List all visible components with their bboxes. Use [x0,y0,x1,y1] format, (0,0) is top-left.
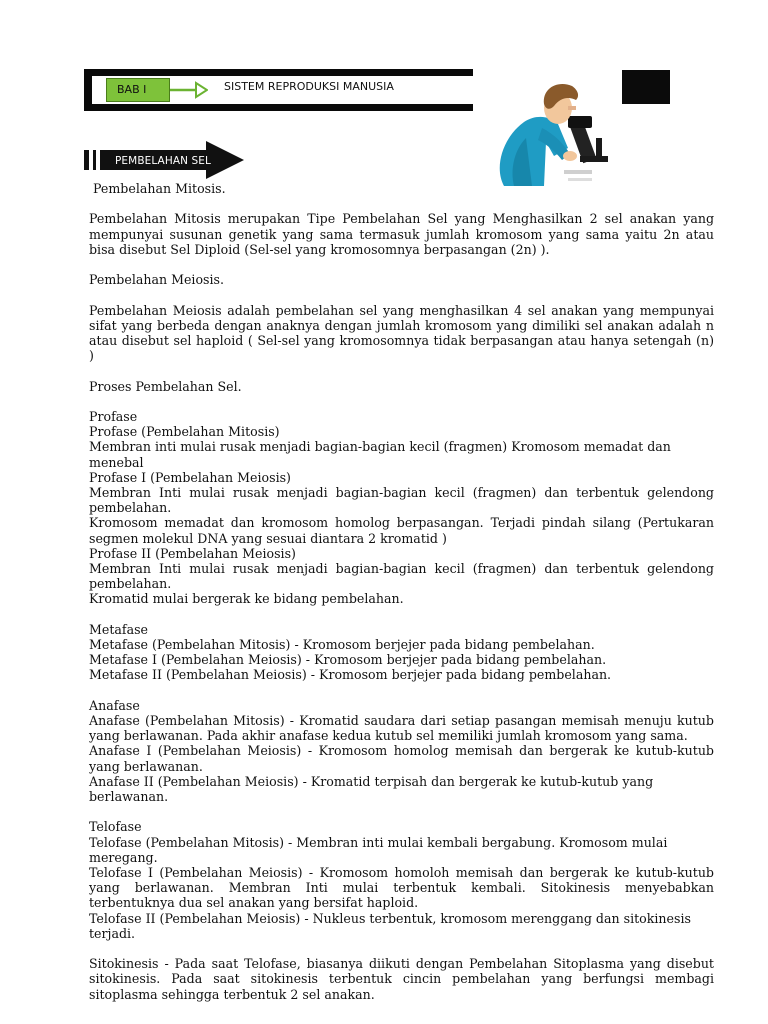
profase-heading: Profase [89,408,138,424]
chapter-number: BAB I [106,78,170,102]
mitosis-paragraph: Pembelahan Mitosis merupakan Tipe Pembelahan Sel yang Menghasilkan 2 sel anakan yang mempunyai susunan genetik yang sama termasuk jumlah kromosom yang sama yaitu 2n atau bisa disebut Sel Diploid (Sel-sel yang kromosomnya berpasangan (2n) ). [89,211,714,257]
corner-decoration [622,70,670,104]
metafase-heading: Metafase [89,621,149,637]
scientist-microscope-icon [484,78,620,190]
anafase-line-2: Anafase I (Pembelahan Meiosis) - Kromosom homolog memisah dan bergerak ke kutub-kutub yang berlawanan. [89,743,714,774]
telofase-line-1: Telofase (Pembelahan Mitosis) - Membran inti mulai kembali bergabung. Kromosom mulai meregang. [89,834,668,865]
metafase-line-2: Metafase I (Pembelahan Meiosis) - Kromosom berjejer pada bidang pembelahan. [89,652,607,668]
metafase-line-3: Metafase II (Pembelahan Meiosis) - Kromosom berjejer pada bidang pembelahan. [89,667,612,683]
profase-mitosis-label: Profase (Pembelahan Mitosis) [89,424,280,440]
profase-meiosis1-label: Profase I (Pembelahan Meiosis) [89,469,291,485]
anafase-heading: Anafase [89,697,140,713]
profase-meiosis2-text1: Membran Inti mulai rusak menjadi bagian-bagian kecil (fragmen) dan terbentuk gelendong pembelahan. [89,561,714,592]
chapter-banner-inner [92,76,473,104]
anafase-line-3: Anafase II (Pembelahan Meiosis) - Kromatid terpisah dan bergerak ke kutub-kutub yang berlawanan. [89,773,654,805]
meiosis-paragraph: Pembelahan Meiosis adalah pembelahan sel yang menghasilkan 4 sel anakan yang mempunyai sifat yang berbeda dengan anaknya dengan jumlah kromosom yang dimiliki sel anakan adalah n atau disebut sel haploid ( Sel-sel yang kromosomnya tidak berpasangan atau hanya setengah (n) ) [89,302,714,364]
mitosis-heading: Pembelahan Mitosis. [93,181,226,196]
telofase-heading: Telofase [89,819,142,835]
anafase-line-1: Anafase (Pembelahan Mitosis) - Kromatid saudara dari setiap pasangan memisah menuju kutub yang berlawanan. Pada akhir anafase kedua kutub sel memiliki jumlah kromosom yang sama. [89,713,714,744]
profase-meiosis2-text2: Kromatid mulai bergerak ke bidang pembelahan. [89,591,404,607]
profase-meiosis2-label: Profase II (Pembelahan Meiosis) [89,545,296,561]
green-arrow-icon [170,81,208,99]
section-label: PEMBELAHAN SEL [115,155,211,167]
profase-mitosis-text: Membran inti mulai rusak menjadi bagian-bagian kecil (fragmen) Kromosom memadat dan menebal [89,439,671,470]
profase-meiosis1-text1: Membran Inti mulai rusak menjadi bagian-bagian kecil (fragmen) dan terbentuk gelendong pembelahan. [89,484,714,516]
process-heading: Proses Pembelahan Sel. [89,378,242,394]
telofase-line-2: Telofase I (Pembelahan Meiosis) - Kromosom homoloh memisah dan bergerak ke kutub-kutub yang berlawanan. Membran Inti mulai terbentuk kembali. Sitokinesis menyebabkan terbentuknya dua sel anakan yang bersifat haploid. [89,865,714,911]
chapter-banner [84,69,473,111]
telofase-line-3: Telofase II (Pembelahan Meiosis) - Nukleus terbentuk, kromosom merenggang dan sitokinesis terjadi. [89,910,691,941]
metafase-line-1: Metafase (Pembelahan Mitosis) - Kromosom berjejer pada bidang pembelahan. [89,637,595,652]
banner-divider [210,76,212,104]
document-body [89,181,714,1002]
sitokinesis-paragraph: Sitokinesis - Pada saat Telofase, biasanya diikuti dengan Pembelahan Sitoplasma yang disebut sitokinesis. Pada saat sitokinesis terbentuk cincin pembelahan yang berfungsi membagi sitoplasma sehingga terbentuk 2 sel anakan. [89,956,714,1002]
chapter-title: SISTEM REPRODUKSI MANUSIA [224,80,394,93]
meiosis-heading: Pembelahan Meiosis. [89,272,225,288]
profase-meiosis1-text2: Kromosom memadat dan kromosom homolog berpasangan. Terjadi pindah silang (Pertukaran segmen molekul DNA yang sesuai diantara 2 kromatid ) [89,515,714,546]
